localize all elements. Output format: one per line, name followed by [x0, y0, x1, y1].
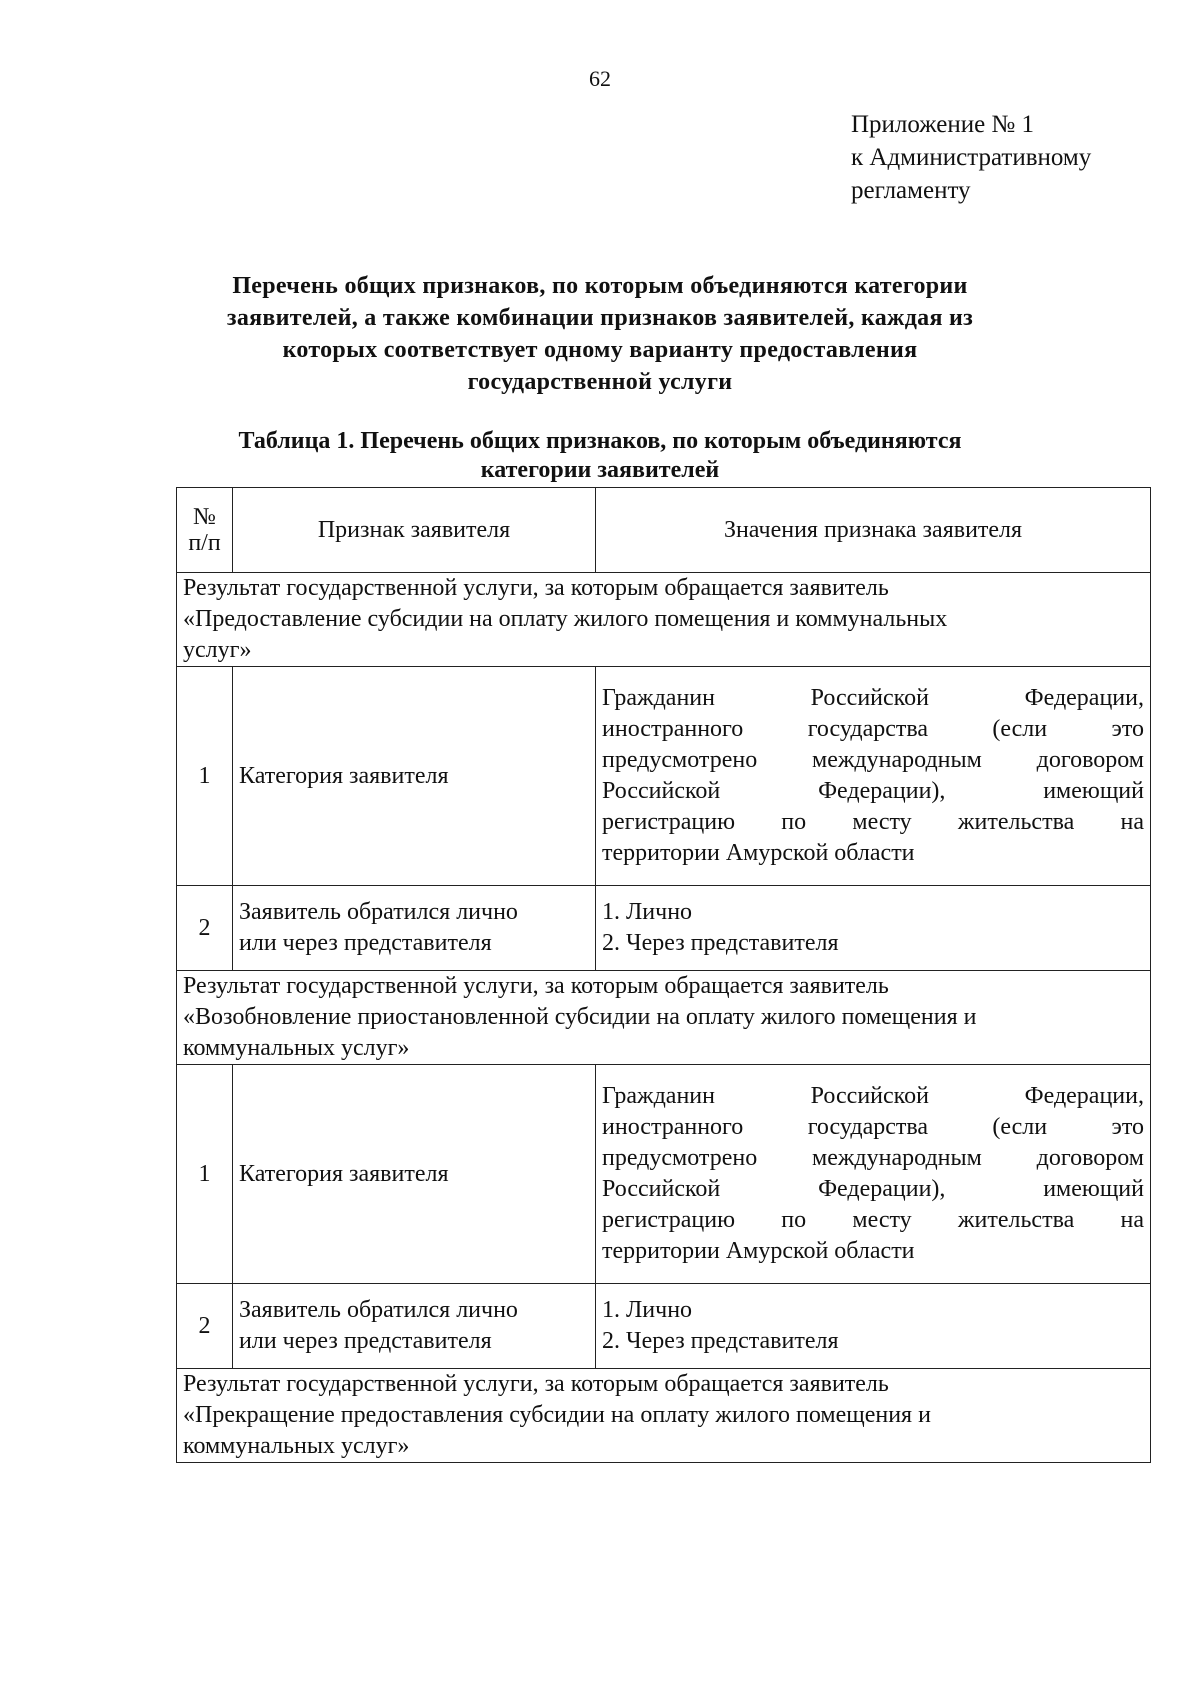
header-number-abbr: п/п — [188, 530, 221, 556]
row-number: 1 — [177, 667, 233, 886]
feature-line: или через представителя — [239, 1328, 492, 1354]
value-line: регистрацию по месту жительства на — [602, 1207, 1144, 1233]
result-section-cell — [177, 971, 1151, 1065]
header-feature-cell: Признак заявителя — [233, 488, 596, 573]
value-line: Гражданин Российской Федерации, — [602, 1083, 1144, 1109]
row-number: 1 — [177, 1065, 233, 1284]
caption-line: Таблица 1. Перечень общих признаков, по которым объединяются — [238, 428, 962, 454]
value-line: предусмотрено международным договором — [602, 1145, 1144, 1171]
document-title — [150, 270, 1050, 398]
applicant-features-table — [176, 487, 1151, 1463]
result-section-row — [177, 971, 1151, 1065]
result-line: «Возобновление приостановленной субсидии на оплату жилого помещения и — [183, 1004, 977, 1030]
appendix-line: регламенту — [851, 177, 971, 204]
result-line: коммунальных услуг» — [183, 1433, 410, 1459]
appendix-line: Приложение № 1 — [851, 111, 1035, 138]
feature-line: или через представителя — [239, 930, 492, 956]
caption-line: категории заявителей — [480, 457, 720, 483]
feature-cell — [233, 886, 596, 971]
value-line: 2. Через представителя — [602, 930, 839, 956]
value-line: Гражданин Российской Федерации, — [602, 685, 1144, 711]
table-row — [177, 1065, 1151, 1284]
value-line: территории Амурской области — [602, 1238, 915, 1264]
appendix-reference — [851, 108, 1171, 207]
table-row — [177, 886, 1151, 971]
table-row — [177, 1284, 1151, 1369]
table-header-row — [177, 488, 1151, 573]
value-line: 1. Лично — [602, 899, 693, 925]
value-line: иностранного государства (если это — [602, 716, 1144, 742]
value-line: предусмотрено международным договором — [602, 747, 1144, 773]
result-line: услуг» — [183, 637, 252, 663]
values-cell — [596, 1065, 1151, 1284]
value-line: Российской Федерации), имеющий — [602, 1176, 1144, 1202]
title-line: государственной услуги — [467, 369, 733, 395]
title-line: Перечень общих признаков, по которым объединяются категории — [232, 273, 968, 299]
row-number: 2 — [177, 1284, 233, 1369]
result-section-cell — [177, 1369, 1151, 1463]
feature-cell: Категория заявителя — [233, 1065, 596, 1284]
feature-line: Заявитель обратился лично — [239, 1297, 518, 1323]
values-cell — [596, 667, 1151, 886]
feature-cell: Категория заявителя — [233, 667, 596, 886]
feature-cell — [233, 1284, 596, 1369]
page-number: 62 — [589, 66, 611, 91]
result-section-row — [177, 573, 1151, 667]
feature-line: Заявитель обратился лично — [239, 899, 518, 925]
title-line: заявителей, а также комбинации признаков заявителей, каждая из — [226, 305, 974, 331]
values-cell — [596, 886, 1151, 971]
header-number-symbol: № — [193, 504, 216, 530]
result-line: Результат государственной услуги, за которым обращается заявитель — [183, 575, 889, 601]
table-row — [177, 667, 1151, 886]
header-number-cell — [177, 488, 233, 573]
result-line: «Предоставление субсидии на оплату жилого помещения и коммунальных — [183, 606, 948, 632]
value-line: Российской Федерации), имеющий — [602, 778, 1144, 804]
result-line: Результат государственной услуги, за которым обращается заявитель — [183, 973, 889, 999]
title-line: которых соответствует одному варианту предоставления — [282, 337, 918, 363]
result-section-row — [177, 1369, 1151, 1463]
result-line: Результат государственной услуги, за которым обращается заявитель — [183, 1371, 889, 1397]
value-line: территории Амурской области — [602, 840, 915, 866]
table-caption — [150, 427, 1050, 485]
row-number: 2 — [177, 886, 233, 971]
appendix-line: к Административному — [851, 144, 1092, 171]
value-line: 2. Через представителя — [602, 1328, 839, 1354]
values-cell — [596, 1284, 1151, 1369]
value-line: 1. Лично — [602, 1297, 693, 1323]
result-line: «Прекращение предоставления субсидии на оплату жилого помещения и — [183, 1402, 931, 1428]
value-line: регистрацию по месту жительства на — [602, 809, 1144, 835]
result-line: коммунальных услуг» — [183, 1035, 410, 1061]
value-line: иностранного государства (если это — [602, 1114, 1144, 1140]
header-values-cell: Значения признака заявителя — [596, 488, 1151, 573]
result-section-cell — [177, 573, 1151, 667]
